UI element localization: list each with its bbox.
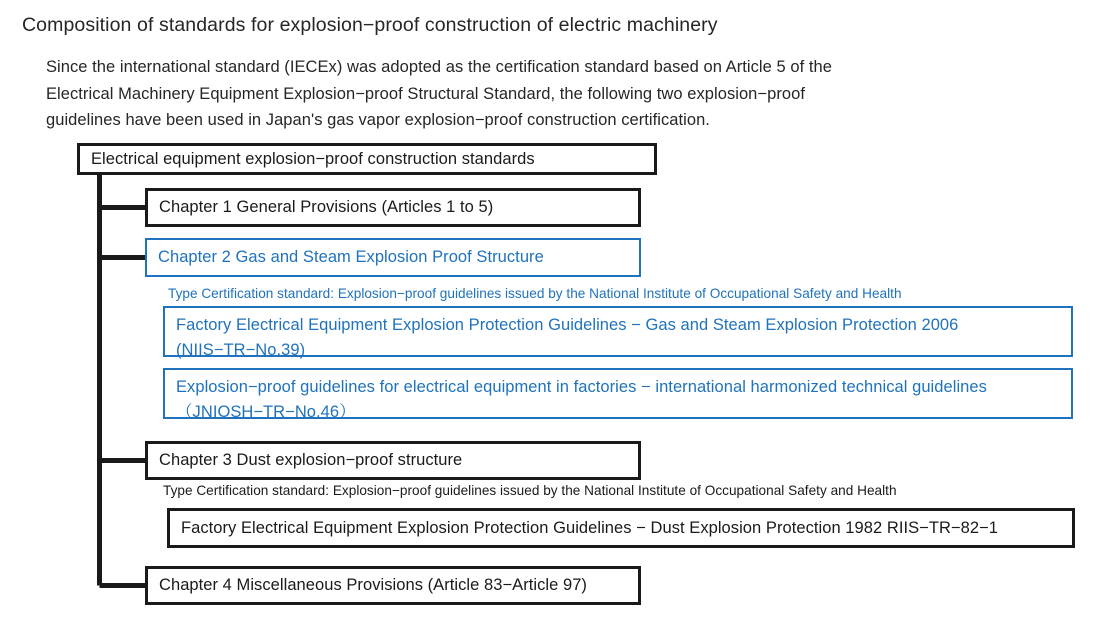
node-root-standards[interactable] (77, 143, 657, 175)
node-jniosh-tr-46-line-1: Explosion−proof guidelines for electrical equipment in factories − international harmonized technical guidelines (176, 378, 987, 396)
node-riis-tr-82-1[interactable] (167, 508, 1075, 548)
node-niis-tr-39[interactable] (163, 306, 1073, 357)
node-chapter-1-label: Chapter 1 General Provisions (Articles 1 to 5) (159, 198, 494, 216)
node-jniosh-tr-46[interactable] (163, 368, 1073, 419)
node-niis-tr-39-line-2: (NIIS−TR−No.39) (176, 341, 306, 359)
node-jniosh-tr-46-text (165, 370, 1071, 425)
node-jniosh-tr-46-line-2: （JNIOSH−TR−No.46） (176, 403, 356, 421)
node-chapter-4[interactable] (145, 566, 641, 605)
caption-type-certification-dust: Type Certification standard: Explosion−proof guidelines issued by the National Institute of Occupational Safety and Health (163, 483, 897, 498)
node-chapter-3[interactable] (145, 441, 641, 480)
node-chapter-2-label: Chapter 2 Gas and Steam Explosion Proof Structure (158, 248, 544, 266)
node-niis-tr-39-line-1: Factory Electrical Equipment Explosion Protection Guidelines − Gas and Steam Explosion Protection 2006 (176, 316, 959, 334)
node-root-standards-label: Electrical equipment explosion−proof construction standards (91, 149, 535, 168)
page-title: Composition of standards for explosion−proof construction of electric machinery (22, 14, 718, 36)
intro-line-2: Electrical Machinery Equipment Explosion−proof Structural Standard, the following two explosion−proof (46, 84, 805, 103)
intro-line-1: Since the international standard (IECEx) was adopted as the certification standard based on Article 5 of the (46, 58, 832, 76)
node-chapter-3-label: Chapter 3 Dust explosion−proof structure (159, 451, 463, 469)
node-riis-tr-82-1-label: Factory Electrical Equipment Explosion Protection Guidelines − Dust Explosion Protection 1982 RIIS−TR−82−1 (181, 518, 998, 537)
node-chapter-1[interactable] (145, 188, 641, 227)
intro-line-3: guidelines have been used in Japan's gas vapor explosion−proof construction certification. (46, 111, 710, 129)
node-chapter-4-label: Chapter 4 Miscellaneous Provisions (Article 83−Article 97) (159, 576, 587, 594)
caption-type-certification-gas: Type Certification standard: Explosion−proof guidelines issued by the National Institute of Occupational Safety and Health (168, 286, 902, 301)
node-niis-tr-39-text (165, 308, 1071, 363)
node-chapter-2[interactable] (145, 238, 641, 277)
